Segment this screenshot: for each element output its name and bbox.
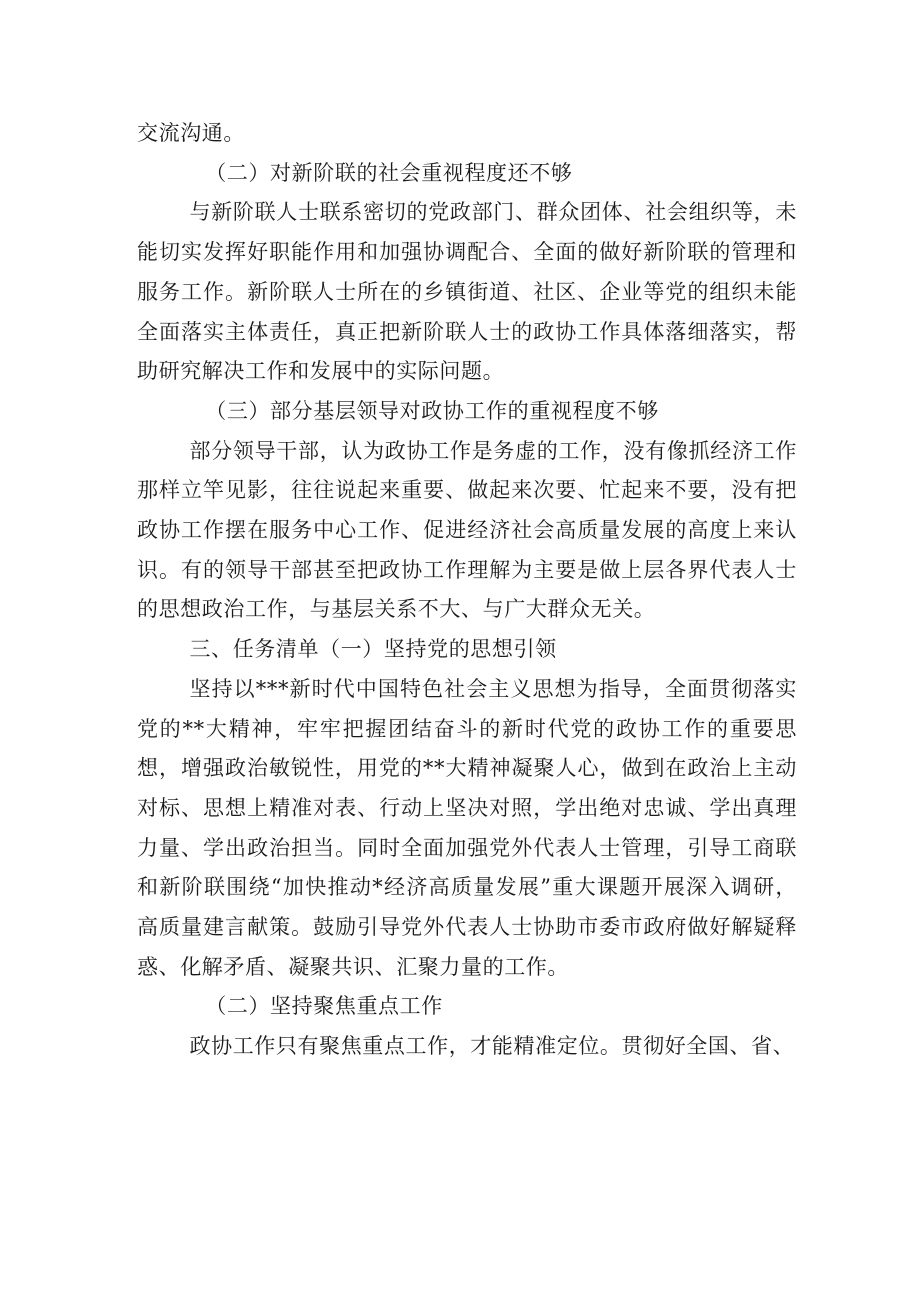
section-heading-2: （二）对新阶联的社会重视程度还不够 xyxy=(205,160,573,185)
paragraph: 与新阶联人士联系密切的党政部门、群众团体、社会组织等，未能切实发挥好职能作用和加强协调配合、全面的做好新阶联的管理和服务工作。新阶联人士所在的乡镇街道、社区、企业等党的组织未能全面落实主体责任，真正把新阶联人士的政协工作具体落细落实，帮助研究解决工作和发展中的实际问题。 xyxy=(137,200,797,384)
task-list-heading: 三、任务清单（一）坚持党的思想引领 xyxy=(189,637,557,662)
paragraph: 部分领导干部，认为政协工作是务虚的工作，没有像抓经济工作那样立竿见影，往往说起来重要、做起来次要、忙起来不要，没有把政协工作摆在服务中心工作、促进经济社会高质量发展的高度上来认识。有的领导干部甚至把政协工作理解为主要是做上层各界代表人士的思想政治工作，与基层关系不大、与广大群众无关。 xyxy=(137,438,797,622)
paragraph: 坚持以***新时代中国特色社会主义思想为指导，全面贯彻落实党的**大精神，牢牢把握团结奋斗的新时代党的政协工作的重要思想，增强政治敏锐性，用党的**大精神凝聚人心，做到在政治上主动对标、思想上精准对表、行动上坚决对照，学出绝对忠诚、学出真理力量、学出政治担当。同时全面加强党外代表人士管理，引导工商联和新阶联围绕“加快推动*经济高质量发展”重大课题开展深入调研，高质量建言献策。鼓励引导党外代表人士协助市委市政府做好解疑释惑、化解矛盾、凝聚共识、汇聚力量的工作。 xyxy=(137,676,797,979)
paragraph-continued: 交流沟通。 xyxy=(137,121,245,145)
section-heading-3: （三）部分基层领导对政协工作的重视程度不够 xyxy=(205,398,659,423)
document-body xyxy=(137,114,797,1067)
paragraph: 政协工作只有聚焦重点工作，才能精准定位。贯彻好全国、省、 xyxy=(189,1034,795,1059)
section-heading-focus: （二）坚持聚焦重点工作 xyxy=(205,994,443,1019)
